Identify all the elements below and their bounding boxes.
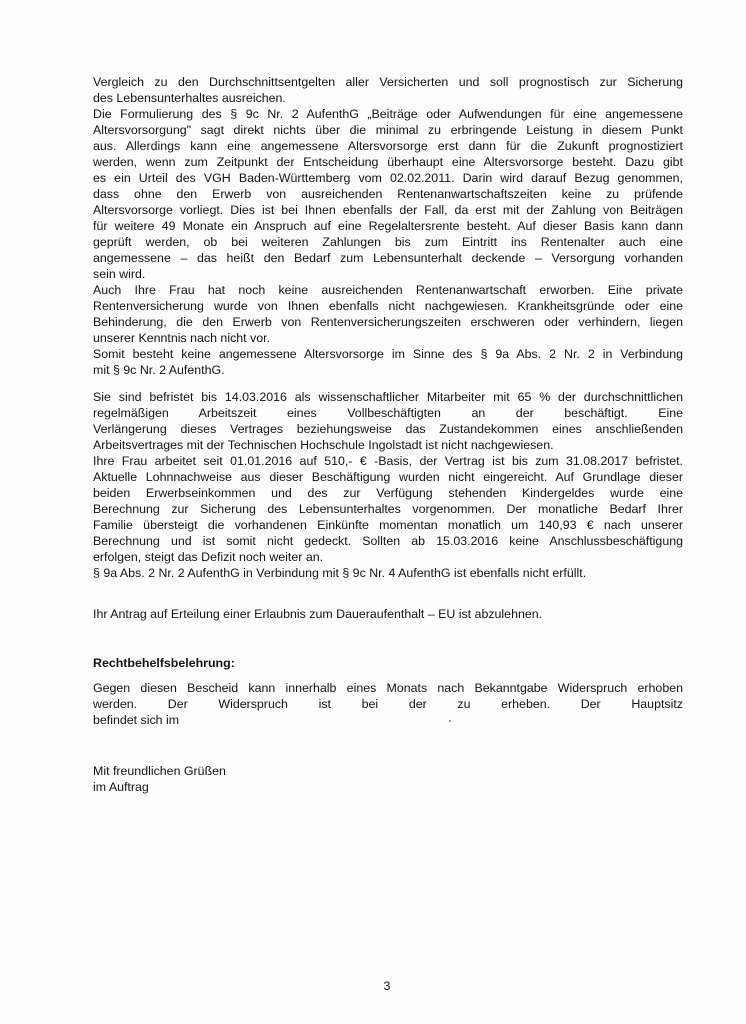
text-line: geprüft werden, ob bei weiteren Zahlungen bis zum Eintritt ins Rentenalter auch eine	[93, 235, 683, 249]
text-line: Gegen diesen Bescheid kann innerhalb eines Monats nach Bekanntgabe Widerspruch erhoben	[93, 681, 683, 695]
text-line: Altersvorsorgung" sagt direkt nichts über die minimal zu erbringende Leistung in diesem Punkt	[93, 123, 683, 137]
text-line: Sie sind befristet bis 14.03.2016 als wissenschaftlicher Mitarbeiter mit 65 % der durchschnittlichen	[93, 390, 683, 404]
text-line: beiden Erwerbseinkommen und des zur Verfügung stehenden Kindergeldes wurde eine	[93, 486, 683, 500]
text-line: im Auftrag	[93, 780, 149, 794]
text-line: Altersvorsorge vorliegt. Dies ist bei Ihnen ebenfalls der Fall, da erst mit der Zahlung von Beiträgen	[93, 203, 683, 217]
text-line: Vergleich zu den Durchschnittsentgelten aller Versicherten und soll prognostisch zur Sicherung	[93, 75, 683, 89]
text-line: dass ohne den Erwerb von ausreichenden Rentenanwartschaftszeiten keine zu prüfende	[93, 187, 683, 201]
text-line: Ihre Frau arbeitet seit 01.01.2016 auf 510,- € -Basis, der Vertrag ist bis zum 31.08.2017 befristet.	[93, 454, 683, 468]
text-line: Somit besteht keine angemessene Altersvorsorge im Sinne des § 9a Abs. 2 Nr. 2 in Verbindung	[93, 347, 683, 361]
text-line: § 9a Abs. 2 Nr. 2 AufenthG in Verbindung mit § 9c Nr. 4 AufenthG ist ebenfalls nicht erfüllt.	[93, 566, 587, 580]
text-line: Verlängerung dieses Vertrages beziehungsweise das Zustandekommen eines anschließenden	[93, 422, 683, 436]
text-line: es ein Urteil des VGH Baden-Württemberg vom 02.02.2011. Darin wird darauf Bezug genommen,	[93, 171, 683, 185]
text-line: erfolgen, steigt das Defizit noch weiter an.	[93, 550, 324, 564]
page-number: 3	[383, 979, 391, 993]
text-line: des Lebensunterhaltes ausreichen.	[93, 91, 286, 105]
section-heading: Rechtbehelfsbelehrung:	[93, 656, 235, 670]
text-line: Berechnung und ist somit nicht gedeckt. Sollten ab 15.03.2016 keine Anschlussbeschäftigung	[93, 534, 683, 548]
text-line: regelmäßigen Arbeitszeit eines Vollbeschäftigten an der beschäftigt. Eine	[93, 406, 683, 420]
text-line: aus. Allerdings kann eine angemessene Altersvorsorge erst dann für die Zukunft prognostiziert	[93, 139, 683, 153]
text-line: werden. Der Widerspruch ist bei der zu erheben. Der Hauptsitz	[93, 697, 683, 711]
text-line: angemessene – das heißt den Bedarf zum Lebensunterhalt deckende – Versorgung vorhanden	[93, 251, 683, 265]
text-line: werden, wenn zum Zeitpunkt der Entscheidung überhaupt eine Altersvorsorge besteht. Dazu gibt	[93, 155, 683, 169]
text-line: mit § 9c Nr. 2 AufenthG.	[93, 363, 225, 377]
text-line: sein wird.	[93, 267, 146, 281]
text-line: Die Formulierung des § 9c Nr. 2 AufenthG „Beiträge oder Aufwendungen für eine angemessene	[93, 107, 683, 121]
text-line: Aktuelle Lohnnachweise aus dieser Beschäftigung wurden nicht eingereicht. Auf Grundlage dieser	[93, 470, 683, 484]
text-line: Familie übersteigt die vorhandenen Einkünfte momentan monatlich um 140,93 € nach unserer	[93, 518, 683, 532]
text-line: Arbeitsvertrages mit der Technischen Hochschule Ingolstadt ist nicht nachgewiesen.	[93, 438, 554, 452]
text-line: für weitere 49 Monate ein Anspruch auf eine Regelaltersrente besteht. Auf dieser Basis kann dann	[93, 219, 683, 233]
text-line: Behinderung, die den Erwerb von Rentenversicherungszeiten erschweren oder verhindern, liegen	[93, 315, 683, 329]
scan-speck	[449, 720, 451, 722]
text-line: Ihr Antrag auf Erteilung einer Erlaubnis zum Daueraufenthalt – EU ist abzulehnen.	[93, 607, 543, 621]
text-line: unserer Kenntnis nach nicht vor.	[93, 331, 271, 345]
text-line: Mit freundlichen Grüßen	[93, 764, 226, 778]
text-line: befindet sich im	[93, 713, 180, 727]
text-line: Auch Ihre Frau hat noch keine ausreichenden Rentenanwartschaft erworben. Eine private	[93, 283, 683, 297]
text-line: Rentenversicherung wurde von Ihnen ebenfalls nicht nachgewiesen. Krankheitsgründe oder eine	[93, 299, 683, 313]
text-line: Berechnung zur Sicherung des Lebensunterhaltes vorgenommen. Der monatliche Bedarf Ihrer	[93, 502, 683, 516]
